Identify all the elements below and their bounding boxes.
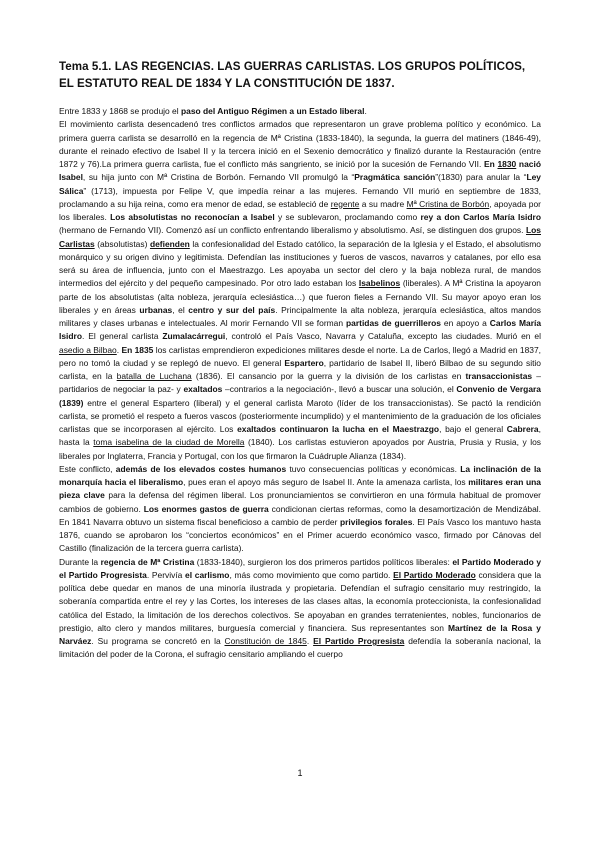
text-run: . Principalmente la alta nobleza, jerarquía eclesiástica, altos mandos militares y clases urbanas e intelectuales. Al morir Fernando VII se forman [59,304,542,328]
text-run: –contrarios a la negociación-, llevó a buscar una solución, el [222,384,457,395]
text-run: ”(1830) para anular la “ [435,172,527,183]
emphasized-text: Cabrera [506,424,539,434]
emphasized-text: militares eran una pieza clave [59,477,542,501]
text-run: . Pervivía [146,569,186,580]
underlined-text: regente [330,198,360,209]
text-run: , pues eran el apoyo más seguro de Isabel II. Ante la amenaza carlista, los [183,477,469,487]
emphasized-text: rey a don Carlos María Isidro [420,212,541,222]
text-run: los carlistas emprendieron expediciones militares desde el norte. La de Carlos, llegó a Madrid en 1837, pero no tomó la ciudad y se replegó de nuevo. El general [59,344,541,368]
text-run: El movimiento carlista desencadenó tres conflictos armados que representaron un grave problema político y económico. La primera guerra carlista se desarrolló en la regencia de Mª Cristina (1833-1840), la segunda, la guerra del matiners (1846-49), durante el reinado efectivo de Isabel II y la tercera inició en el Sexenio democrático y finalizó durante la Restauración (entre 1872 y 76).La primera guerra carlista, fue el conflicto más sangriento, se inició por la sucesión de Fernando VII. [59,119,541,169]
text-run: ” (1713), impuesta por Felipe V, que impedía reinar a las mujeres. Fernando VII murió en septiembre de 1833, proclamando a su hija reina, como era menor de edad, se estableció de [59,185,541,209]
emphasized-text: privilegios forales [339,516,413,527]
emphasized-text: La inclinación de la monarquía hacia el liberalismo [59,463,541,487]
emphasized-text: Espartero [284,357,324,368]
emphasized-text: el carlismo [185,569,230,580]
text-run: , hasta la [59,424,541,448]
emphasized-text: el Partido Moderado y el Partido Progresista [59,556,542,580]
text-run: (liberales). A Mª Cristina la apoyaron parte de los absolutistas (alta nobleza, jerarquía eclesiástica…) que fueron fieles a Fernando VII. Su mayor apoyo eran los liberales y en áreas [59,278,541,315]
text-run: a su madre [359,198,407,209]
text-run: , bajo el general [439,424,507,434]
text-run: , controló el País Vasco, Navarra y Cataluña, excepto las ciudades. Murió en el [225,331,541,342]
paragraph [59,463,541,556]
text-run: tuvo consecuencias políticas y económicas. [286,463,461,474]
document-body [59,105,541,662]
text-run: Entre 1833 y 1868 se produjo el [59,106,181,116]
paragraph [59,118,541,463]
text-run: en apoyo a [440,318,490,328]
text-run: . Su programa se concretó en la [91,636,225,646]
text-run: , partidario de Isabel II, liberó Bilbao de su segundo sitio carlista, en la [59,357,541,381]
text-run: . El País Vasco los mantuvo hasta 1876, cuando se aprobaron los “conciertos económicos” en el Primer acuerdo económico vasco, firmado por Cánovas del Castillo (finalización de la tercera guerra carlista). [59,516,542,554]
text-run: . [116,344,122,355]
emphasized-text: El Partido Moderado [393,569,476,580]
text-run: y se sublevaron, proclamando como [274,212,421,222]
emphasized-text: exaltados continuaron la lucha en el Maestrazgo [237,424,440,434]
emphasized-text: Los enormes gastos de guerra [143,503,269,514]
text-run: . El general carlista [81,331,163,342]
emphasized-text: Convenio de Vergara (1839) [59,384,541,408]
emphasized-text: defienden [149,238,190,249]
text-run: Este conflicto, [59,463,116,474]
text-run: la confesionalidad del Estado católico, la separación de la Iglesia y el Estado, el absolutismo monárquico y su origen divino y legitimista. Defendían las instituciones y fueros de vascos, navarros y catalanes, por ello esa será su área de influencia, junto con el Maestrazgo. Les apoyaba un sector del clero y la baja nobleza rural, de mandos intermedios del ejército y del pequeño campesinado. Por otro lado estaban los [59,238,541,289]
text-run: condicionan ciertas reformas, como la desamortización de Mendizábal. En 1841 Navarra obtuvo un sistema fiscal beneficioso a cambio de perder [59,503,541,527]
emphasized-text: Martínez de la Rosa y Narváez [59,622,541,646]
text-run: . [364,106,367,116]
text-run: (hermano de Fernando VII). Comenzó así un conflicto enfrentando liberalismo y absolutismo. Así, se distinguen dos grupos. [59,225,526,236]
emphasized-text: partidas de guerrilleros [346,318,441,328]
emphasized-text: paso del Antiguo Régimen a un Estado liberal [180,106,365,116]
emphasized-text: En 1835 [121,344,154,355]
text-run: (1836). El cansancio por la guerra y la división de los carlistas en [191,371,466,381]
text-run: considera que la política debe quedar en manos de una minoría ilustrada y propietaria. Defendían el sufragio censitario muy restringido, la soberanía compartida entre el rey y las Cortes, los intereses de las clases altas, la economía proteccionista, la confesionalidad católica del Estado, la limitación de los derechos colectivos. Se apoyaban en grandes terratenientes, nobles, funcionarios de prestigio, alto clero y mandos militares, burguesía comercial y financiera. Sus representantes son [59,569,542,633]
emphasized-text: En [484,159,498,169]
text-run: defendía la soberanía nacional, la limitación del poder de la Corona, el sufragio censitario ampliando el cuerpo [59,636,541,660]
text-run: –partidarios de negociar la paz- y [59,371,541,395]
text-run: , más como movimiento que como partido. [229,569,394,580]
emphasized-text: Carlos María Isidro [59,318,542,342]
document-title: Tema 5.1. LAS REGENCIAS. LAS GUERRAS CARLISTAS. LOS GRUPOS POLÍTICOS, EL ESTATUTO REAL DE 1834 Y LA CONSTITUCIÓN DE 1837. [59,60,526,90]
underlined-text: Mª Cristina de Borbón [406,198,490,209]
underlined-text: batalla de Luchana [116,371,192,381]
emphasized-text: exaltados [183,384,223,395]
emphasized-text: además de los elevados costes humanos [115,463,287,474]
page-number: 1 [297,768,303,778]
underlined-text: asedio a Bilbao [59,344,117,355]
emphasized-text: transaccionistas [465,371,533,381]
emphasized-text: Isabelinos [358,278,401,289]
text-run: , apoyada por los liberales. [59,198,541,222]
emphasized-text: regencia de Mª Cristina [100,556,195,567]
text-run: , su hija junto con Mª Cristina de Borbón. Fernando VII promulgó la “ [82,172,355,183]
text-run: (1833-1840), surgieron los dos primeros partidos políticos liberales: [194,556,453,567]
text-run: (absolutistas) [94,238,150,249]
emphasized-text: nació Isabel [59,159,541,183]
emphasized-text: Los Carlistas [59,225,541,249]
underlined-text: toma isabelina de la ciudad de Morella [93,437,245,448]
text-run: Durante la [59,556,101,567]
emphasized-text: centro y sur del país [188,304,276,315]
text-run: (1840). Los carlistas estuvieron apoyados por Austria, Prusia y Rusia, y los liberales por Inglaterra, Francia y Portugal, con los que firmaron la Cuádruple Alianza (1834). [59,437,541,461]
text-run: entre el general Espartero (liberal) y el general carlista Maroto (líder de los transaccionistas). Se pactó la rendición carlista, se prometió el respeto a fueros vascos (posteriormente incumplido) y el mantenimiento de la graduación de los oficiales carlistas que se incorporasen al ejército. Los [59,397,541,434]
text-run: , el [172,304,189,315]
emphasized-text: urbanas [139,304,173,315]
emphasized-text: 1830 [497,159,517,169]
paragraph [59,556,541,662]
emphasized-text: El Partido Progresista [313,636,405,646]
underlined-text: Constitución de 1845 [224,636,307,646]
emphasized-text: Ley Sálica [59,172,541,196]
emphasized-text: Los absolutistas no reconocían a Isabel [110,212,275,222]
text-run: para la defensa del régimen liberal. Los pronunciamientos se convirtieron en una fórmula habitual de promover cambios de gobierno. [59,490,541,514]
paragraph [59,105,541,118]
emphasized-text: Zumalacárregui [162,331,226,342]
emphasized-text: Pragmática sanción [354,172,436,183]
text-run: . [306,636,314,646]
